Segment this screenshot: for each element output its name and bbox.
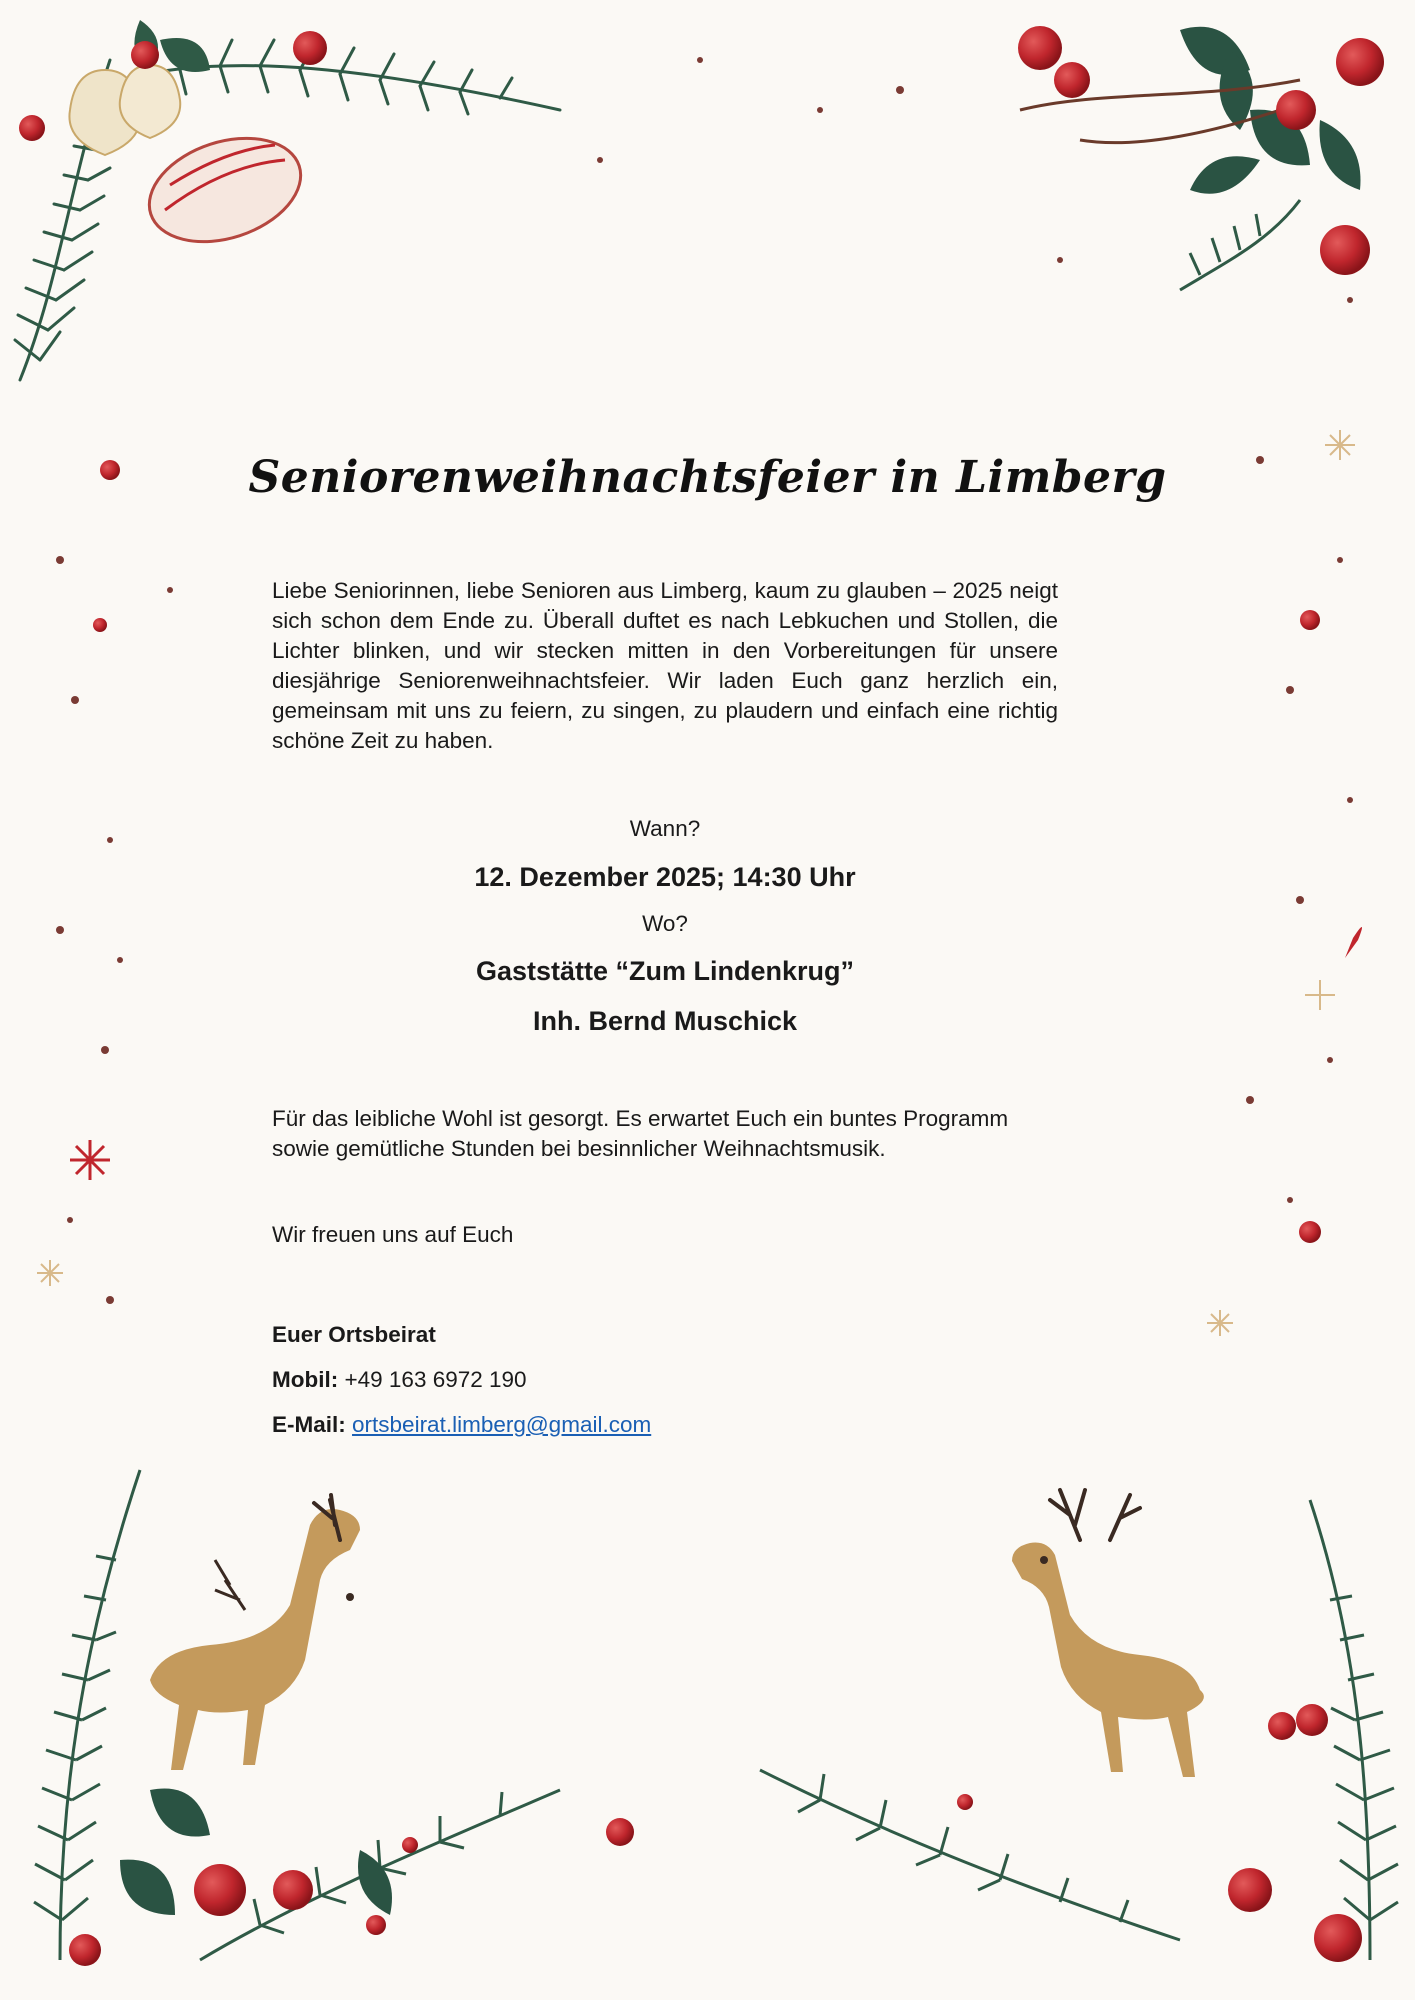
ornament-icon [136,120,314,260]
pine-branch-icon [1180,200,1300,290]
program-paragraph: Für das leibliche Wohl ist gesorgt. Es erwartet Euch ein buntes Programm sowie gemütliche Stunden bei besinnlicher Weihnachtsmusik. [272,1106,1009,1161]
venue-owner: Inh. Bernd Muschick [532,1006,798,1036]
closing-text: Wir freuen uns auf Euch [272,1222,514,1247]
email-label: E-Mail: [272,1412,346,1437]
mobile-number: +49 163 6972 190 [344,1367,527,1392]
snowflake-icon [70,1140,110,1180]
mobile-label: Mobil: [272,1367,339,1392]
email-line [272,1402,1058,1447]
venue-name: Gaststätte “Zum Lindenkrug” [475,956,855,986]
intro-paragraph: Liebe Seniorinnen, liebe Senioren aus Limberg, kaum zu glauben – 2025 neigt sich schon dem Ende zu. Überall duftet es nach Lebkuchen und Stollen, die Lichter blinken, und wir stecken mitten in den Vorbereitungen für unsere diesjährige Seniorenweihnachtsfeier. Wir laden Euch ganz herzlich ein, gemeinsam mit uns zu feiern, zu singen, zu plaudern und einfach eine richtig schöne Zeit zu haben. [272,578,1058,753]
mobile-line [272,1357,1058,1402]
signature-name: Euer Ortsbeirat [272,1322,436,1347]
page-title: Seniorenweihnachtsfeier in Limberg [248,452,1167,503]
email-link[interactable]: ortsbeirat.limberg@gmail.com [352,1412,652,1437]
signature-block [272,1312,1058,1447]
bell-icon [69,65,180,155]
holly-icon [120,1788,392,1915]
holly-icon [1180,27,1361,194]
when-label: Wann? [629,816,701,841]
event-date: 12. Dezember 2025; 14:30 Uhr [474,862,856,892]
deer-icon [1012,1490,1204,1777]
red-berry-icon [293,31,327,65]
where-label: Wo? [642,911,688,936]
deer-icon [150,1495,360,1770]
